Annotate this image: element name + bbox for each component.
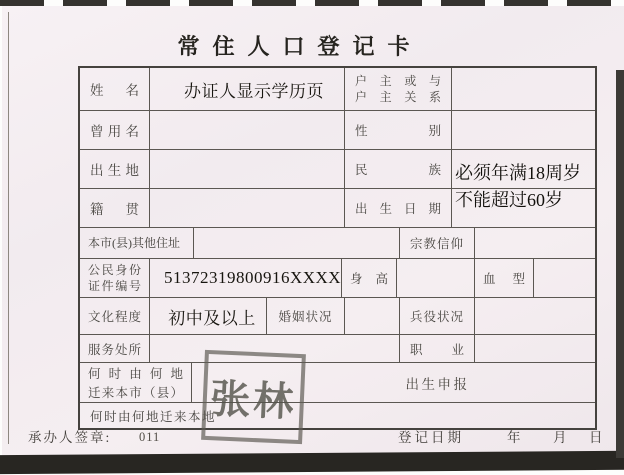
ethnicity-label-cell bbox=[345, 150, 452, 188]
name-annotation: 办证人显示学历页 bbox=[184, 81, 324, 101]
scan-edge-bottom bbox=[0, 451, 624, 474]
education-label-cell bbox=[80, 298, 150, 334]
moved-to-city-label-cell bbox=[80, 363, 192, 402]
workplace-label-cell bbox=[80, 335, 150, 362]
religion-label-cell bbox=[400, 228, 475, 258]
education-annotation: 初中及以上 bbox=[168, 308, 256, 328]
education-label: 文化程度 bbox=[88, 310, 141, 324]
birthplace-value-cell bbox=[150, 150, 345, 188]
age-requirement-annotation bbox=[455, 160, 624, 213]
height-label: 身高 bbox=[350, 272, 388, 286]
scan-edge-top bbox=[0, 0, 624, 6]
native-place-label: 籍贯 bbox=[90, 202, 139, 217]
id-number-label-line1: 公民身份 bbox=[88, 262, 141, 277]
marital-status-label-cell bbox=[267, 298, 345, 334]
birthplace-label-cell bbox=[80, 150, 150, 188]
row-workplace bbox=[80, 335, 595, 363]
moved-to-city-label-line2: 迁来本市（县） bbox=[88, 386, 183, 400]
workplace-label: 服务处所 bbox=[88, 342, 141, 357]
gender-label: 性别 bbox=[355, 124, 441, 138]
row-id-number bbox=[80, 259, 595, 298]
month-label: 月 bbox=[553, 430, 567, 445]
former-name-value-cell bbox=[150, 111, 345, 149]
religion-label: 宗教信仰 bbox=[409, 237, 464, 251]
registration-table bbox=[78, 66, 597, 430]
moved-to-place-label: 何时由何地迁来本地 bbox=[90, 409, 217, 424]
stamp-name-text: 张林 bbox=[209, 375, 298, 425]
religion-value-cell bbox=[475, 228, 595, 258]
education-value-cell bbox=[150, 298, 267, 334]
military-service-label-cell bbox=[400, 298, 475, 334]
household-relation-label-line2: 户主关系 bbox=[355, 89, 441, 104]
name-value-cell bbox=[150, 68, 345, 110]
occupation-label: 职业 bbox=[410, 342, 464, 357]
year-label: 年 bbox=[507, 430, 521, 445]
native-place-label-cell bbox=[80, 189, 150, 227]
birth-declaration-text: 出生申报 bbox=[405, 376, 470, 392]
other-address-value-cell bbox=[194, 228, 400, 258]
other-address-label-cell bbox=[80, 228, 194, 258]
blood-type-value-cell bbox=[534, 259, 595, 297]
id-number-value-cell bbox=[150, 259, 342, 297]
row-education bbox=[80, 298, 595, 335]
marital-status-value-cell bbox=[345, 298, 400, 334]
row-other-address bbox=[80, 228, 595, 259]
handler-signature-label: 承办人签章: bbox=[28, 430, 112, 445]
moved-to-place-label-cell bbox=[80, 403, 595, 428]
blood-type-label-cell bbox=[475, 259, 534, 297]
height-value-cell bbox=[397, 259, 475, 297]
day-label: 日 bbox=[589, 430, 603, 445]
birthplace-label: 出生地 bbox=[90, 163, 139, 178]
row-former-name bbox=[80, 111, 595, 150]
native-place-value-cell bbox=[150, 189, 345, 227]
other-address-label: 本市(县)其他住址 bbox=[88, 235, 180, 250]
former-name-label: 曾用名 bbox=[90, 124, 139, 139]
row-moved-to-place bbox=[80, 403, 595, 428]
gender-label-cell bbox=[345, 111, 452, 149]
ethnicity-label: 民族 bbox=[355, 163, 441, 177]
scan-edge-right bbox=[616, 70, 624, 458]
military-service-label: 兵役状况 bbox=[409, 310, 464, 324]
age-requirement-line2: 不能超过60岁 bbox=[455, 189, 563, 210]
military-service-value-cell bbox=[475, 298, 595, 334]
occupation-value-cell bbox=[475, 335, 595, 362]
id-number-label-line2: 证件编号 bbox=[88, 278, 141, 293]
moved-to-city-label-line1: 何时由何地 bbox=[88, 367, 183, 381]
paper-crease-line bbox=[8, 12, 9, 444]
id-number-label-cell bbox=[80, 259, 150, 297]
name-label: 姓名 bbox=[90, 83, 139, 98]
birth-date-label: 出生日期 bbox=[355, 202, 441, 216]
household-relation-value-cell bbox=[452, 68, 595, 110]
row-name bbox=[80, 68, 595, 111]
former-name-label-cell bbox=[80, 111, 150, 149]
age-requirement-line1: 必须年满18周岁 bbox=[455, 163, 581, 183]
name-label-cell bbox=[80, 68, 150, 110]
row-moved-to-city bbox=[80, 363, 595, 403]
name-seal-stamp bbox=[201, 350, 306, 444]
blood-type-label: 血型 bbox=[483, 272, 525, 286]
birth-date-label-cell bbox=[345, 189, 452, 227]
household-relation-label-cell bbox=[345, 68, 452, 110]
marital-status-label: 婚姻状况 bbox=[278, 310, 333, 324]
height-label-cell bbox=[342, 259, 397, 297]
id-number-annotation: 51372319800916XXXX bbox=[163, 268, 342, 287]
gender-value-cell bbox=[452, 111, 595, 149]
household-relation-label-line1: 户主或与 bbox=[355, 73, 441, 88]
form-title: 常住人口登记卡 bbox=[177, 34, 423, 59]
stamp-code: 011 bbox=[139, 430, 161, 444]
registration-date-label: 登记日期 bbox=[398, 430, 464, 445]
occupation-label-cell bbox=[400, 335, 475, 362]
